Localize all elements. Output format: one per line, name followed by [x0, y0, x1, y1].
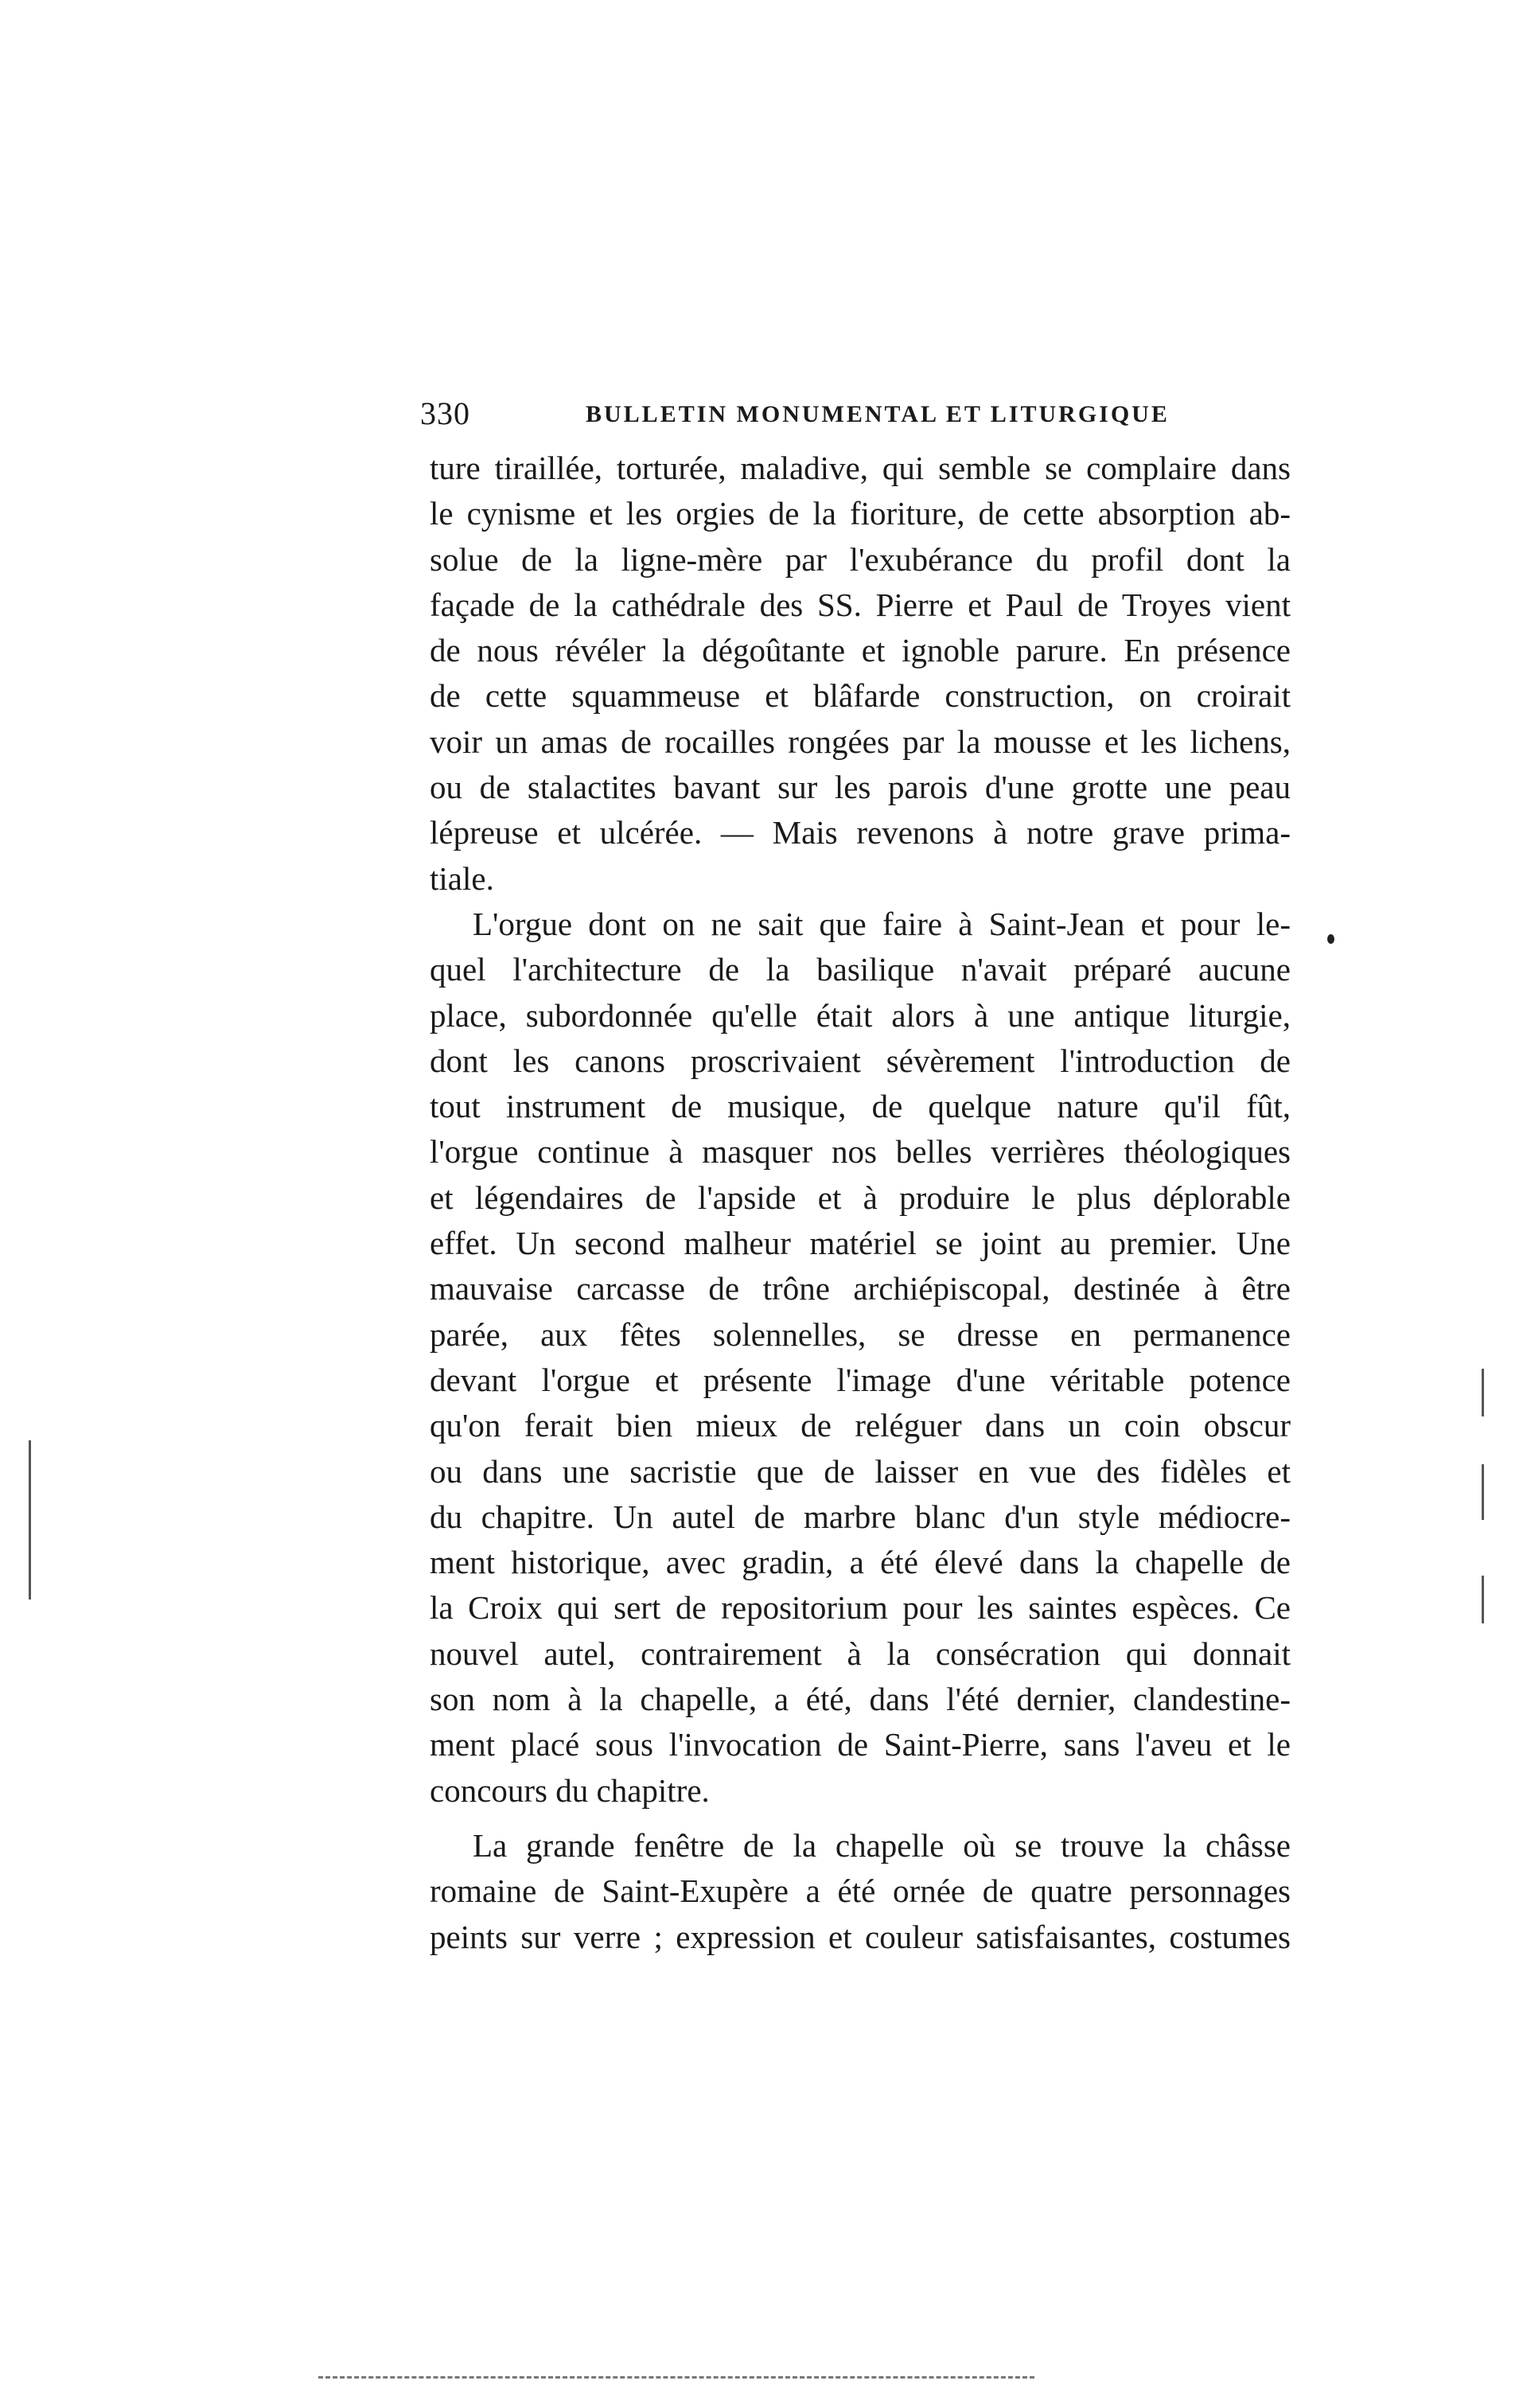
text-line: concours du chapitre.: [430, 1771, 710, 1809]
text-line: la Croix qui sert de repositorium pour les saintes espèces. Ce: [430, 1589, 1291, 1627]
running-title: BULLETIN MONUMENTAL ET LITURGIQUE: [586, 401, 1170, 427]
text-line: lépreuse et ulcérée. — Mais revenons à notre grave prima-: [430, 814, 1291, 851]
text-line: ou dans une sacristie que de laisser en vue des fidèles et: [430, 1452, 1291, 1490]
text-line: L'orgue dont on ne sait que faire à Saint-Jean et pour le-: [473, 905, 1291, 942]
scan-margin-line-right-1: [1482, 1369, 1484, 1416]
body-text: [430, 446, 1291, 1960]
text-line: mauvaise carcasse de trône archiépiscopal, destinée à être: [430, 1270, 1291, 1307]
page-number: 330: [420, 395, 470, 431]
text-line: du chapitre. Un autel de marbre blanc d'un style médiocre-: [430, 1498, 1291, 1535]
text-line: ture tiraillée, torturée, maladive, qui semble se complaire dans: [430, 450, 1291, 486]
text-line: peints sur verre ; expression et couleur satisfaisantes, costumes: [430, 1918, 1291, 1955]
text-line: solue de la ligne-mère par l'exubérance du profil dont la: [430, 540, 1291, 578]
text-line: de cette squammeuse et blâfarde construction, on croirait: [430, 677, 1291, 715]
text-line: ment historique, avec gradin, a été élevé dans la chapelle de: [430, 1544, 1291, 1581]
scan-margin-line-right-2: [1482, 1464, 1484, 1520]
text-line: quel l'architecture de la basilique n'avait préparé aucune: [430, 951, 1291, 988]
scan-bottom-dashes: [318, 2376, 1034, 2382]
text-line: et légendaires de l'apside et à produire le plus déplorable: [430, 1179, 1291, 1216]
text-line: qu'on ferait bien mieux de reléguer dans un coin obscur: [430, 1407, 1291, 1444]
scan-dot-mark: [1327, 934, 1334, 944]
text-line: l'orgue continue à masquer nos belles verrières théologiques: [430, 1133, 1291, 1171]
text-line: La grande fenêtre de la chapelle où se trouve la châsse: [473, 1826, 1291, 1864]
text-line: place, subordonnée qu'elle était alors à une antique liturgie,: [430, 996, 1291, 1034]
text-line: tout instrument de musique, de quelque nature qu'il fût,: [430, 1088, 1291, 1125]
text-line: le cynisme et les orgies de la fioriture, de cette absorption ab-: [430, 495, 1291, 532]
scan-margin-line-right-3: [1482, 1576, 1484, 1623]
text-line: parée, aux fêtes solennelles, se dresse en permanence: [430, 1315, 1291, 1353]
scan-margin-line-left: [29, 1440, 31, 1599]
page-header: [420, 395, 1295, 439]
text-line: son nom à la chapelle, a été, dans l'été dernier, clandestine-: [430, 1681, 1291, 1718]
text-line: devant l'orgue et présente l'image d'une véritable potence: [430, 1361, 1291, 1398]
text-line: ou de stalactites bavant sur les parois d'une grotte une peau: [430, 769, 1291, 806]
text-line: effet. Un second malheur matériel se joint au premier. Une: [430, 1225, 1291, 1262]
text-line: dont les canons proscrivaient sévèrement l'introduction de: [430, 1042, 1291, 1079]
text-line: romaine de Saint-Exupère a été ornée de quatre personnages: [430, 1872, 1291, 1910]
text-line: voir un amas de rocailles rongées par la mousse et les lichens,: [430, 723, 1291, 760]
text-line: tiale.: [430, 859, 494, 897]
text-line: de nous révéler la dégoûtante et ignoble parure. En présence: [430, 632, 1291, 669]
text-line: façade de la cathédrale des SS. Pierre et Paul de Troyes vient: [430, 586, 1291, 623]
text-line: nouvel autel, contrairement à la consécration qui donnait: [430, 1635, 1291, 1672]
text-line: ment placé sous l'invocation de Saint-Pierre, sans l'aveu et le: [430, 1726, 1291, 1763]
